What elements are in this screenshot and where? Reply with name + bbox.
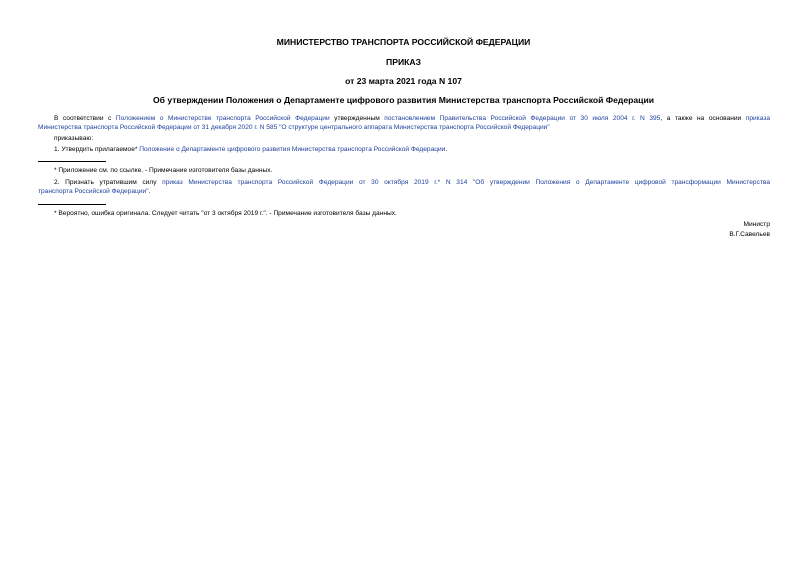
signature-name: В.Г.Савельев [729, 231, 770, 238]
item-2-line-1 [54, 178, 770, 187]
ministry-header: МИНИСТЕРСТВО ТРАНСПОРТА РОССИЙСКОЙ ФЕДЕРАЦИИ [276, 37, 531, 47]
link-ministry-regulation[interactable]: Положением о Министерстве транспорта Российской Федерации [115, 115, 330, 122]
item-2-line-2 [38, 187, 150, 196]
link-government-decree[interactable]: постановлением Правительства Российской Федерации от 30 июля 2004 г. N 395 [384, 115, 661, 122]
footnote-2: * Вероятно, ошибка оригинала. Следует читать "от 3 октября 2019 г.". - Примечание изготовителя базы данных. [54, 210, 397, 217]
item-2-end: . [148, 188, 151, 195]
preamble-text-2: утвержденным [329, 115, 385, 122]
preamble-line-2 [38, 123, 550, 132]
item-1-text: 1. Утвердить прилагаемое* [54, 146, 140, 153]
link-order-314[interactable]: приказ Министерства транспорта Российской Федерации от 30 октября 2019 г.* N 314 "Об утверждении Положения о Департаменте цифровой трансформации Министерства [162, 179, 770, 186]
item-2-text: 2. Признать утратившим силу [54, 179, 163, 186]
signature-position: Министр [743, 221, 770, 228]
item-1-end: . [445, 146, 448, 153]
footnote-separator-2 [38, 204, 106, 205]
footnote-1: * Приложение см. по ссылке. - Примечание изготовителя базы данных. [54, 167, 273, 174]
item-1 [54, 145, 447, 154]
link-order-314-cont[interactable]: транспорта Российской Федерации" [38, 188, 149, 195]
preamble-text-1: В соответствии с [54, 115, 116, 122]
link-order-structure[interactable]: Министерства транспорта Российской Федерации от 31 декабря 2020 г. N 585 "О структуре центрального аппарата Министерства транспорта Российской Федерации" [38, 124, 550, 131]
link-order-word[interactable]: приказа [745, 115, 771, 122]
link-regulation-department[interactable]: Положение о Департаменте цифрового развития Министерства транспорта Российской Федерации [139, 146, 446, 153]
doc-date-number: от 23 марта 2021 года N 107 [345, 76, 462, 86]
orders-word: приказываю: [54, 135, 94, 142]
preamble-text-3: , а также на основании [660, 115, 746, 122]
doc-title: Об утверждении Положения о Департаменте цифрового развития Министерства транспорта Российской Федерации [152, 95, 655, 105]
doc-type: ПРИКАЗ [386, 57, 421, 67]
preamble-line-1 [54, 114, 770, 123]
footnote-separator-1 [38, 161, 106, 162]
